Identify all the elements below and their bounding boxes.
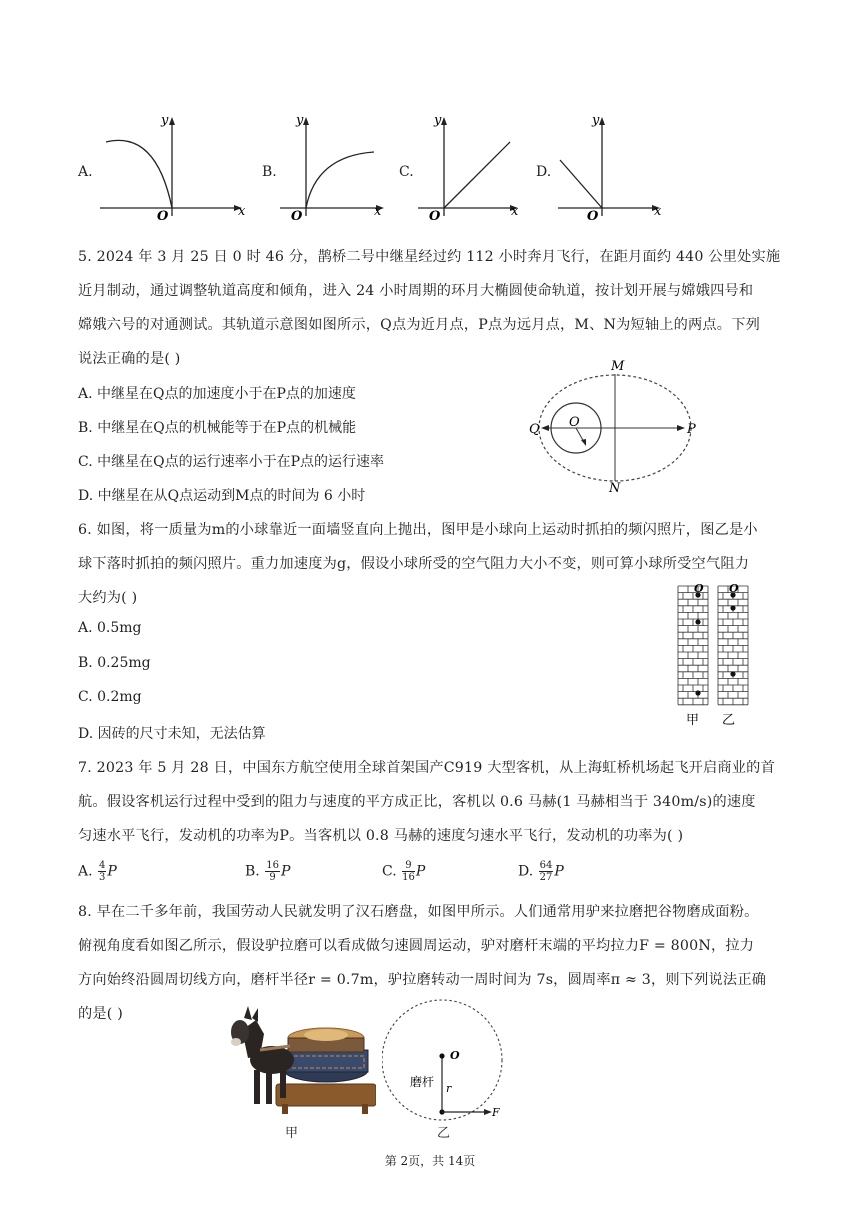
donkey-leg <box>266 1070 272 1104</box>
numerator: 4 <box>99 860 106 871</box>
numerator: 64 <box>539 860 553 871</box>
mill-leg <box>282 1104 288 1114</box>
y-axis-arrow <box>303 117 309 125</box>
denominator: 9 <box>269 872 276 883</box>
curve <box>560 160 602 208</box>
q4-graph-a <box>96 112 246 222</box>
q5-line-3: 嫦娥六号的对通测试。其轨道示意图如图所示，Q点为近月点，P点为远月点，M、N为短轴上的两点。下列 <box>78 317 760 333</box>
y-label: y <box>161 113 169 128</box>
brick-wall-left <box>678 586 708 705</box>
q6-option-c: C. 0.2mg <box>78 689 142 705</box>
q4-graph-d <box>554 112 674 222</box>
origin-label: O <box>429 209 441 222</box>
q5-option-b: B. 中继星在Q点的机械能等于在P点的机械能 <box>78 420 357 436</box>
q4-option-a-label: A. <box>78 164 93 180</box>
q7-option-c <box>382 860 425 883</box>
q6-option-d: D. 因砖的尺寸未知，无法估算 <box>78 726 266 742</box>
fraction <box>98 860 106 883</box>
q6-line-2: 球下落时抓拍的频闪照片。重力加速度为g，假设小球所受的空气阻力大小不变，则可算小球所受空气阻力 <box>78 556 750 572</box>
arrow-to-q <box>541 425 549 431</box>
q8-millstone-illustration <box>226 1000 376 1140</box>
x-label: x <box>238 204 246 219</box>
variable: P <box>415 863 426 880</box>
donkey-leg <box>280 1068 286 1098</box>
ball-left-3 <box>695 690 700 695</box>
variable: P <box>107 863 117 880</box>
q5-line-1: 5. 2024 年 3 月 25 日 0 时 46 分，鹊桥二号中继星经过约 112 小时奔月飞行，在距月面约 440 公里处实施 <box>78 249 781 265</box>
center-point <box>439 1053 444 1058</box>
origin-label: O <box>291 209 303 222</box>
q4-option-d-label: D. <box>536 164 552 180</box>
ball-left-2 <box>695 619 700 624</box>
y-label: y <box>434 113 442 128</box>
option-label: B. <box>245 863 260 880</box>
label-q: Q <box>529 422 540 437</box>
donkey-muzzle <box>231 1038 241 1046</box>
y-axis-arrow <box>169 117 175 125</box>
y-axis-arrow <box>599 117 605 125</box>
option-label: C. <box>382 863 397 880</box>
variable: P <box>554 863 564 880</box>
q8-line-3: 方向始终沿圆周切线方向，磨杆半径r = 0.7m，驴拉磨转动一周时间为 7s，圆周率π ≈ 3，则下列说法正确 <box>78 972 767 988</box>
label-o-right: O <box>729 582 739 595</box>
q7-line-2: 航。假设客机运行过程中受到的阻力与速度的平方成正比，客机以 0.6 马赫(1 马赫相当于 340m/s)的速度 <box>78 794 756 810</box>
origin-label: O <box>587 209 599 222</box>
q5-option-d: D. 中继星在从Q点运动到M点的时间为 6 小时 <box>78 488 366 504</box>
x-label: x <box>654 204 662 219</box>
curve <box>444 142 510 208</box>
label-p: P <box>687 422 696 437</box>
label-o: O <box>569 415 580 430</box>
fraction <box>539 860 554 883</box>
q6-strobe-figure <box>672 582 762 727</box>
mill-leg <box>362 1104 368 1114</box>
q8-line-2: 俯视角度看如图乙所示，假设驴拉磨可以看成做匀速圆周运动，驴对磨杆末端的平均拉力F = 800N，拉力 <box>78 938 755 954</box>
q7-line-1: 7. 2023 年 5 月 28 日，中国东方航空使用全球首架国产C919 大型客机，从上海虹桥机场起飞开启商业的首 <box>78 760 775 776</box>
donkey-ear <box>244 1006 252 1020</box>
q8-line-4: 的是( ) <box>78 1006 123 1022</box>
label-f: F <box>492 1106 500 1119</box>
label-yi: 乙 <box>722 713 736 727</box>
x-label: x <box>374 204 382 219</box>
variable: P <box>280 863 291 880</box>
arrow-to-p <box>677 425 685 431</box>
q8-label-jia: 甲 <box>285 1126 299 1141</box>
fraction <box>402 860 415 883</box>
x-label: x <box>511 204 519 219</box>
q7-option-b <box>245 860 290 883</box>
y-label: y <box>296 113 304 128</box>
q4-option-c-label: C. <box>399 164 414 180</box>
option-label: D. <box>518 863 534 880</box>
q4-graph-c <box>414 112 529 222</box>
q6-line-3: 大约为( ) <box>78 590 138 606</box>
label-o-left: O <box>694 582 704 595</box>
q8-line-1: 8. 早在二千多年前，我国劳动人民就发明了汉石磨盘，如图甲所示。人们通常用驴来拉磨把谷物磨成面粉。 <box>78 904 759 920</box>
denominator: 3 <box>99 872 106 883</box>
radius-arrow <box>581 439 586 446</box>
brick-wall-right <box>718 586 748 705</box>
fraction <box>265 860 280 883</box>
label-rod: 磨杆 <box>410 1075 435 1089</box>
label-n: N <box>609 481 621 492</box>
origin-label: O <box>157 209 169 222</box>
q4-option-b-label: B. <box>262 164 277 180</box>
mill-base <box>276 1084 376 1106</box>
q6-line-1: 6. 如图，将一质量为m的小球靠近一面墙竖直向上抛出，图甲是小球向上运动时抓拍的频闪照片，图乙是小 <box>78 522 758 538</box>
curve <box>306 152 374 208</box>
q7-option-a <box>78 860 117 883</box>
q6-option-b: B. 0.25mg <box>78 655 151 671</box>
numerator: 16 <box>266 860 279 871</box>
q7-line-3: 匀速水平飞行，发动机的功率为P。当客机以 0.8 马赫的速度匀速水平飞行，发动机的功率为( ) <box>78 828 684 844</box>
numerator: 9 <box>402 860 415 872</box>
donkey-ear <box>252 1008 258 1022</box>
force-arrow <box>484 1109 492 1115</box>
label-o: O <box>450 1049 460 1062</box>
page-footer: 第 2页，共 14页 <box>384 1154 476 1168</box>
curve <box>106 140 172 208</box>
q5-option-a: A. 中继星在Q点的加速度小于在P点的加速度 <box>78 386 356 402</box>
ball-right-2 <box>730 605 735 610</box>
ball-right-3 <box>730 671 735 676</box>
donkey-leg <box>254 1070 260 1104</box>
option-label: A. <box>78 863 93 880</box>
label-r: r <box>446 1082 452 1095</box>
lower-stone <box>284 1050 368 1072</box>
y-label: y <box>592 113 600 128</box>
denominator: 16 <box>402 872 415 883</box>
grain-pile <box>304 1029 348 1041</box>
q6-option-a: A. 0.5mg <box>78 620 142 636</box>
q7-option-d <box>518 860 564 883</box>
q4-graph-b <box>276 112 391 222</box>
label-m: M <box>611 360 625 374</box>
q5-orbit-figure <box>525 360 715 492</box>
label-jia: 甲 <box>686 713 700 727</box>
q8-label-yi: 乙 <box>437 1126 451 1141</box>
q8-top-view-figure <box>382 996 522 1146</box>
q5-line-4: 说法正确的是( ) <box>78 351 181 367</box>
q5-option-c: C. 中继星在Q点的运行速率小于在P点的运行速率 <box>78 454 385 470</box>
y-axis-arrow <box>441 117 447 125</box>
denominator: 27 <box>539 872 553 883</box>
q5-line-2: 近月制动，通过调整轨道高度和倾角，进入 24 小时周期的环月大椭圆使命轨道，按计划开展与嫦娥四号和 <box>78 283 754 299</box>
